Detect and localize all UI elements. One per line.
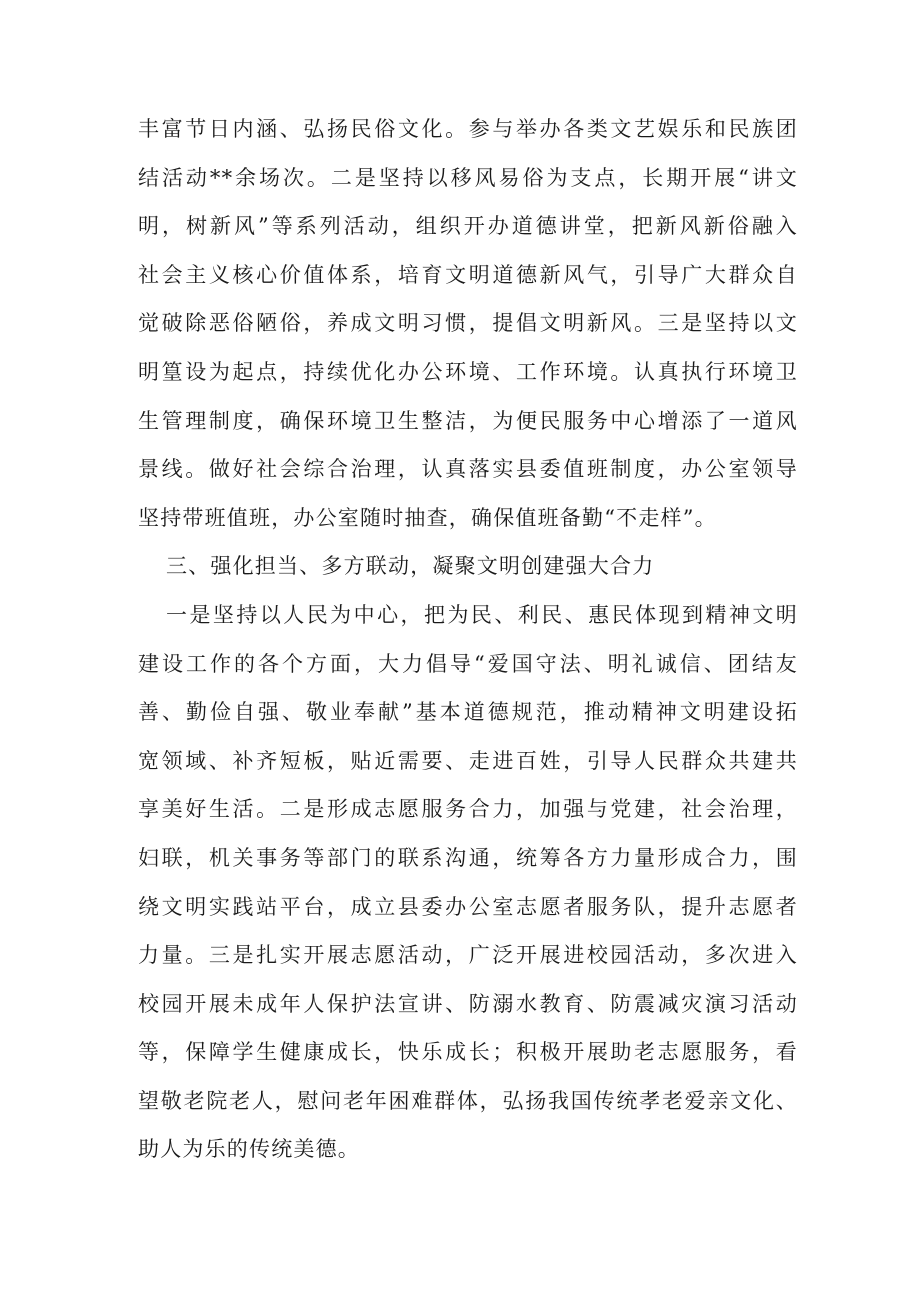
paragraph-line: 建设工作的各个方面，大力倡导“爱国守法、明礼诚信、团结友 [138, 651, 798, 676]
paragraph-line: 校园开展未成年人保护法宣讲、防溺水教育、防震减灾演习活动 [138, 991, 798, 1016]
paragraph-line: 社会主义核心价值体系，培育文明道德新风气，引导广大群众自 [138, 262, 798, 287]
paragraph-line: 绕文明实践站平台，成立县委办公室志愿者服务队，提升志愿者 [138, 894, 798, 919]
section-heading: 三、强化担当、多方联动，凝聚文明创建强大合力 [166, 554, 655, 579]
paragraph-line: 景线。做好社会综合治理，认真落实县委值班制度，办公室领导 [138, 457, 798, 482]
paragraph-line: 明，树新风”等系列活动，组织开办道德讲堂，把新风新俗融入 [138, 214, 798, 239]
paragraph-line: 生管理制度，确保环境卫生整洁，为便民服务中心增添了一道风 [138, 408, 798, 433]
paragraph-line: 望敬老院老人，慰问老年困难群体，弘扬我国传统孝老爱亲文化、 [138, 1088, 798, 1113]
document-body [138, 105, 798, 1174]
paragraph-line: 妇联，机关事务等部门的联系沟通，统筹各方力量形成合力，围 [138, 845, 798, 870]
paragraph-line: 觉破除恶俗陋俗，养成文明习惯，提倡文明新风。三是坚持以文 [138, 311, 798, 336]
paragraph-line: 结活动**余场次。二是坚持以移风易俗为支点，长期开展“讲文 [138, 165, 798, 190]
paragraph-line: 一是坚持以人民为中心，把为民、利民、惠民体现到精神文明 [166, 602, 798, 627]
paragraph-line: 丰富节日内涵、弘扬民俗文化。参与举办各类文艺娱乐和民族团 [138, 117, 798, 141]
paragraph-line: 享美好生活。二是形成志愿服务合力，加强与党建，社会治理， [138, 797, 798, 822]
paragraph-line: 善、勤俭自强、敬业奉献”基本道德规范，推动精神文明建设拓 [138, 700, 798, 725]
paragraph-line: 宽领域、补齐短板，贴近需要、走进百姓，引导人民群众共建共 [138, 748, 798, 773]
paragraph-line: 坚持带班值班，办公室随时抽查，确保值班备勤“不走样”。 [138, 505, 717, 530]
paragraph-line: 明篁设为起点，持续优化办公环境、工作环境。认真执行环境卫 [138, 359, 798, 384]
paragraph-line: 力量。三是扎实开展志愿活动，广泛开展进校园活动，多次进入 [138, 943, 798, 968]
paragraph-line: 等，保障学生健康成长，快乐成长；积极开展助老志愿服务，看 [138, 1040, 798, 1065]
paragraph-line: 助人为乐的传统美德。 [138, 1137, 360, 1162]
